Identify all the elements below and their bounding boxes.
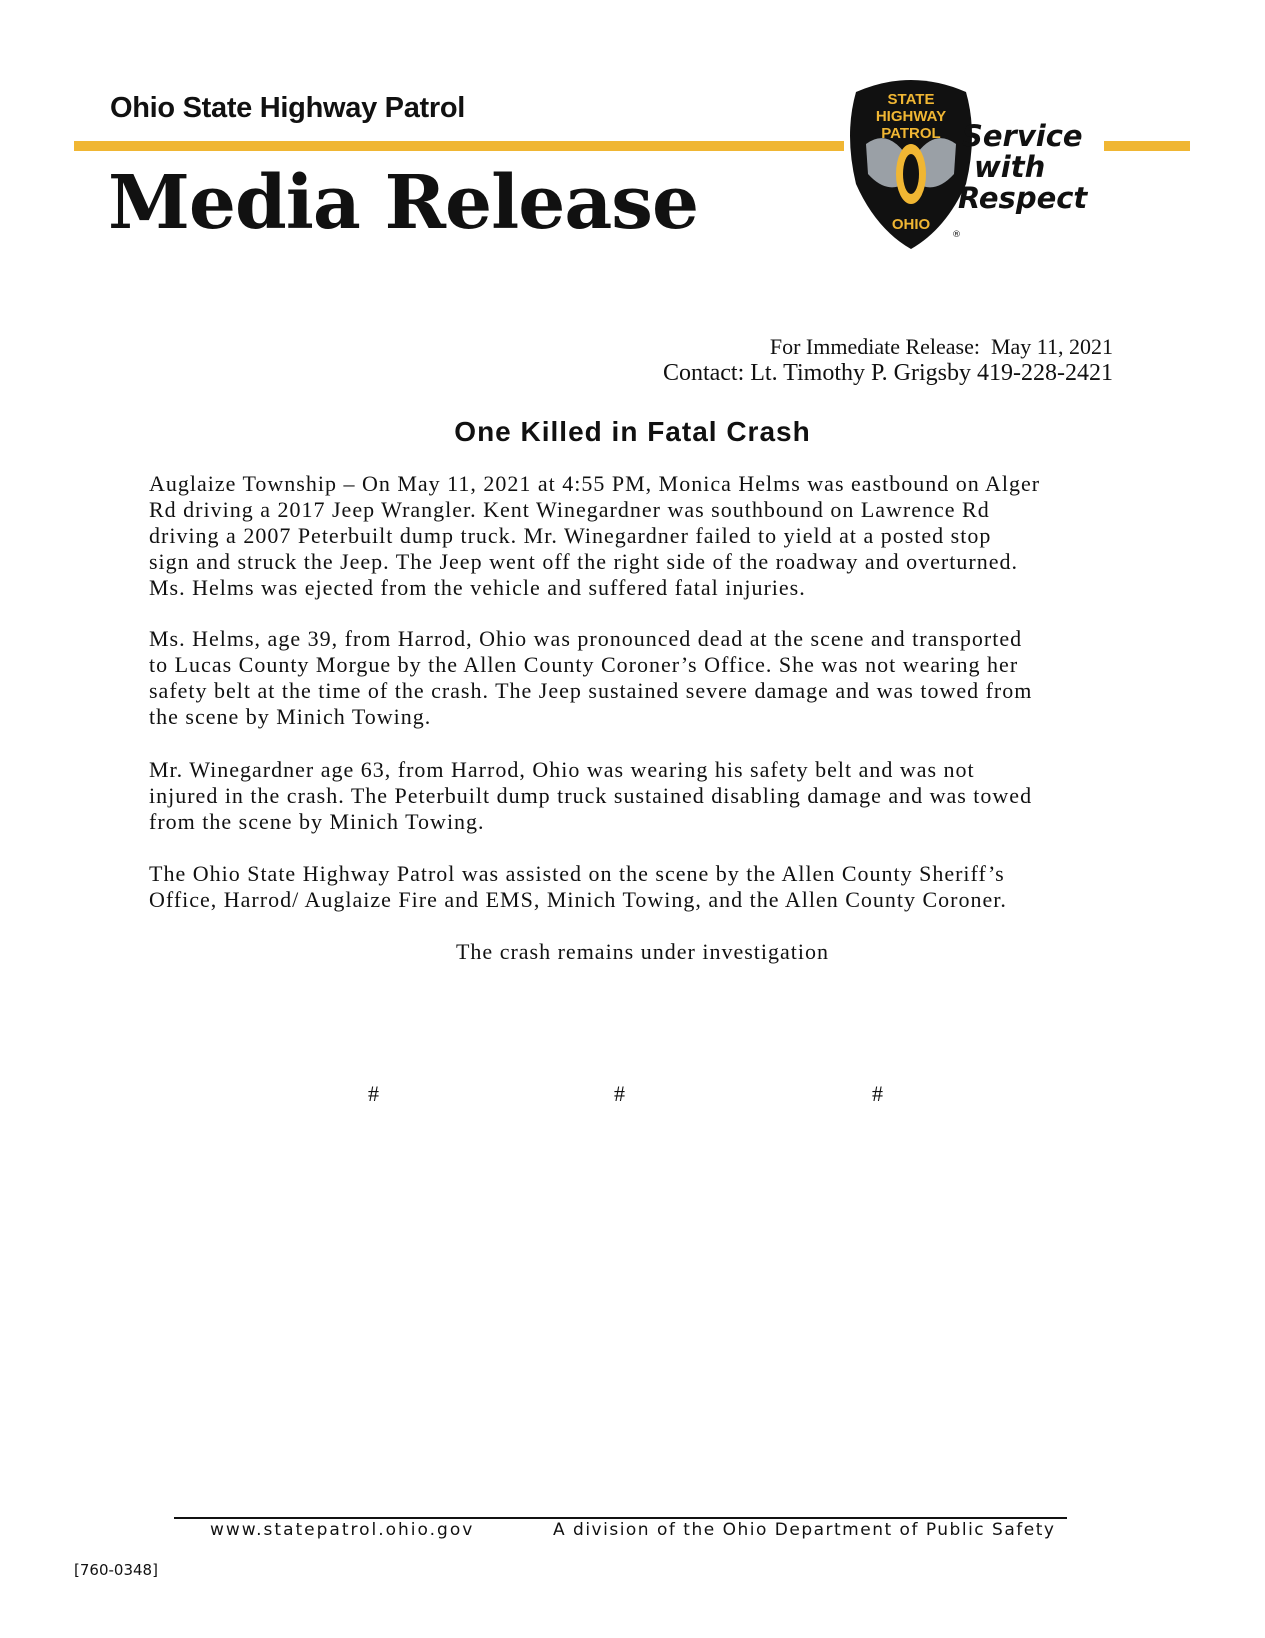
tagline <box>958 119 1088 215</box>
registered-mark: ® <box>952 230 961 240</box>
header-accent-bar-right <box>1104 141 1190 151</box>
tagline-line: Respect <box>958 181 1088 215</box>
paragraph-line: The Ohio State Highway Patrol was assisted on the scene by the Allen County Sheriff’s <box>149 861 1005 886</box>
paragraph-line: the scene by Minich Towing. <box>149 704 432 729</box>
paragraph-line: Mr. Winegardner age 63, from Harrod, Ohio was wearing his safety belt and was not <box>149 757 975 782</box>
paragraph-line: driving a 2007 Peterbuilt dump truck. Mr. Winegardner failed to yield at a posted stop <box>149 523 992 548</box>
badge-text-line3: PATROL <box>881 125 941 142</box>
closing-statement: The crash remains under investigation <box>455 939 829 964</box>
badge-text-bottom: OHIO <box>891 216 931 233</box>
highway-patrol-badge-logo <box>846 74 976 254</box>
paragraph-line: to Lucas County Morgue by the Allen County Coroner’s Office. She was not wearing her <box>149 652 1019 677</box>
headline: One Killed in Fatal Crash <box>454 416 811 447</box>
paragraph-line: injured in the crash. The Peterbuilt dump truck sustained disabling damage and was towed <box>149 783 1033 808</box>
contact-info: Contact: Lt. Timothy P. Grigsby 419-228-2421 <box>662 360 1113 386</box>
form-number: [760-0348] <box>74 1561 158 1579</box>
paragraph <box>149 861 1129 913</box>
paragraph-line: Rd driving a 2017 Jeep Wrangler. Kent Winegardner was southbound on Lawrence Rd <box>149 497 990 522</box>
paragraph-line: sign and struck the Jeep. The Jeep went off the right side of the roadway and overturned. <box>149 549 1018 574</box>
paragraph-line: Ms. Helms was ejected from the vehicle and suffered fatal injuries. <box>149 575 806 600</box>
header-accent-bar <box>74 141 844 151</box>
badge-text-line2: HIGHWAY <box>875 108 947 125</box>
footer-rule <box>174 1517 1067 1519</box>
paragraph-line: Office, Harrod/ Auglaize Fire and EMS, Minich Towing, and the Allen County Coroner. <box>149 887 1007 912</box>
end-mark: # <box>368 1081 379 1106</box>
paragraph <box>149 757 1129 835</box>
paragraph <box>149 626 1129 730</box>
paragraph <box>149 471 1129 601</box>
release-date: For Immediate Release: May 11, 2021 <box>769 334 1113 359</box>
paragraph-line: safety belt at the time of the crash. The Jeep sustained severe damage and was towed from <box>149 678 1033 703</box>
agency-name: Ohio State Highway Patrol <box>110 92 466 124</box>
tagline-line: Service <box>962 119 1083 153</box>
end-mark: # <box>872 1081 883 1106</box>
tagline-line: with <box>974 150 1046 184</box>
document-title: Media Release <box>108 160 699 246</box>
badge-text-line1: STATE <box>887 91 935 108</box>
paragraph-line: Auglaize Township – On May 11, 2021 at 4:55 PM, Monica Helms was eastbound on Alger <box>149 471 1041 496</box>
paragraph-line: from the scene by Minich Towing. <box>149 809 485 834</box>
footer-division-text: A division of the Ohio Department of Public Safety <box>553 1520 1056 1540</box>
end-mark: # <box>614 1081 625 1106</box>
footer-website-link[interactable]: www.statepatrol.ohio.gov <box>210 1520 475 1540</box>
paragraph-line: Ms. Helms, age 39, from Harrod, Ohio was pronounced dead at the scene and transported <box>149 626 1023 651</box>
